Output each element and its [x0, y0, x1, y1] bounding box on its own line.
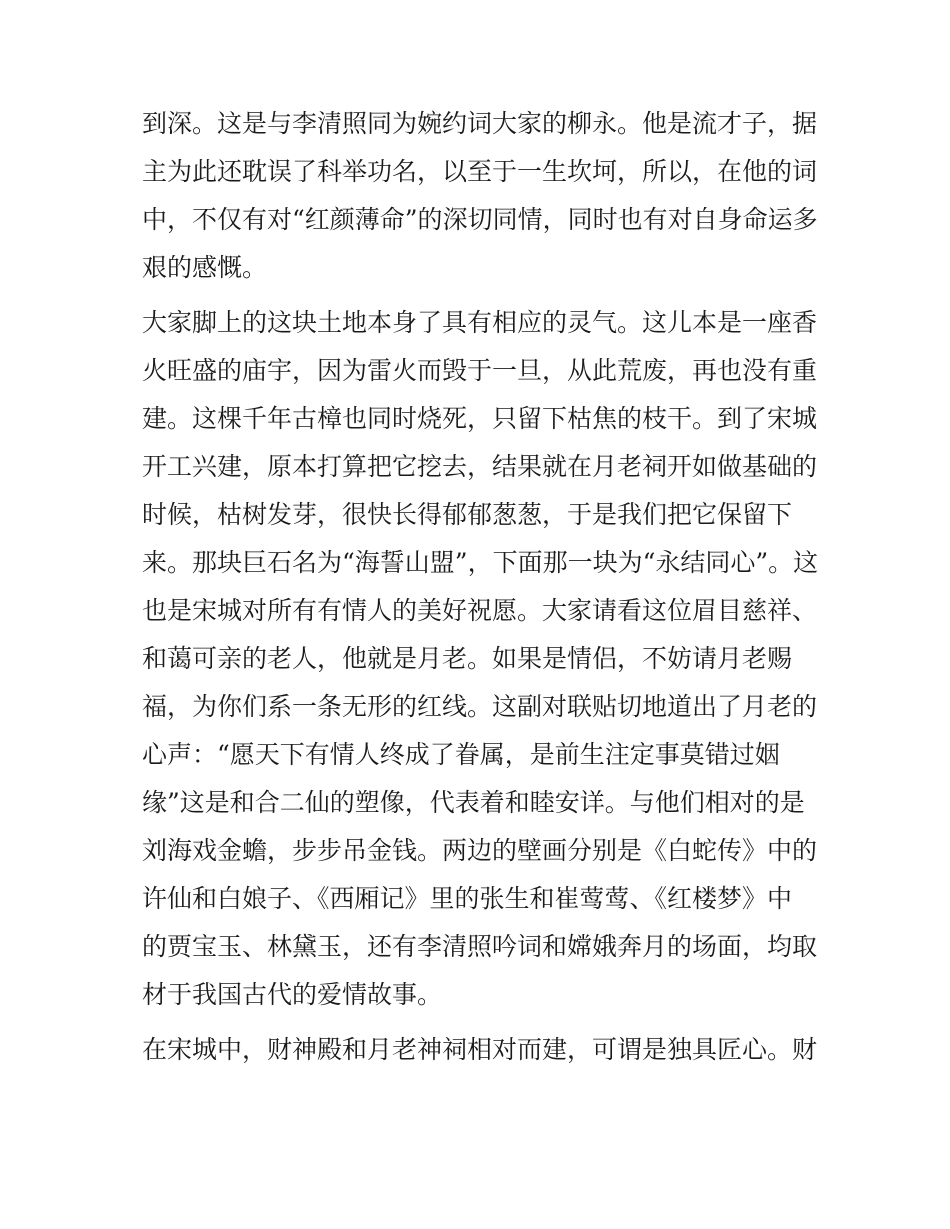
text-line: 开工兴建，原本打算把它挖去，结果就在月老祠开如做基础的	[142, 452, 818, 481]
text-line: 来。那块巨石名为“海誓山盟”，下面那一块为“永结同心”。这	[142, 548, 819, 577]
text-line: 艰的感慨。	[142, 253, 268, 282]
text-line: 大家脚上的这块土地本身了具有相应的灵气。这儿本是一座香	[142, 308, 818, 337]
text-line: 也是宋城对所有有情人的美好祝愿。大家请看这位眉目慈祥、	[142, 596, 818, 625]
text-line: 时候，枯树发芽，很快长得郁郁葱葱，于是我们把它保留下	[142, 500, 793, 529]
text-line: 中，不仅有对“红颜薄命”的深切同情，同时也有对自身命运多	[142, 205, 818, 234]
text-line: 在宋城中，财神殿和月老神祠相对而建，可谓是独具匠心。财	[142, 1035, 818, 1064]
text-line: 许仙和白娘子、《西厢记》里的张生和崔莺莺、《红楼梦》中	[142, 884, 793, 913]
text-line: 刘海戏金蟾，步步吊金钱。两边的壁画分别是《白蛇传》中的	[142, 836, 818, 865]
text-line: 缘”这是和合二仙的塑像，代表着和睦安详。与他们相对的是	[142, 788, 805, 817]
text-line: 心声：“愿天下有情人终成了眷属，是前生注定事莫错过姻	[142, 740, 780, 769]
text-line: 主为此还耽误了科举功名，以至于一生坎坷，所以，在他的词	[142, 157, 818, 186]
text-line: 建。这棵千年古樟也同时烧死，只留下枯焦的枝干。到了宋城	[142, 404, 818, 433]
text-line: 和蔼可亲的老人，他就是月老。如果是情侣，不妨请月老赐	[142, 644, 793, 673]
text-line: 的贾宝玉、林黛玉，还有李清照吟词和嫦娥奔月的场面，均取	[142, 932, 818, 961]
text-line: 福，为你们系一条无形的红线。这副对联贴切地道出了月老的	[142, 692, 818, 721]
text-line: 材于我国古代的爱情故事。	[142, 980, 443, 1009]
text-line: 火旺盛的庙宇，因为雷火而毁于一旦，从此荒废，再也没有重	[142, 356, 818, 385]
text-line: 到深。这是与李清照同为婉约词大家的柳永。他是流才子，据	[142, 109, 818, 138]
